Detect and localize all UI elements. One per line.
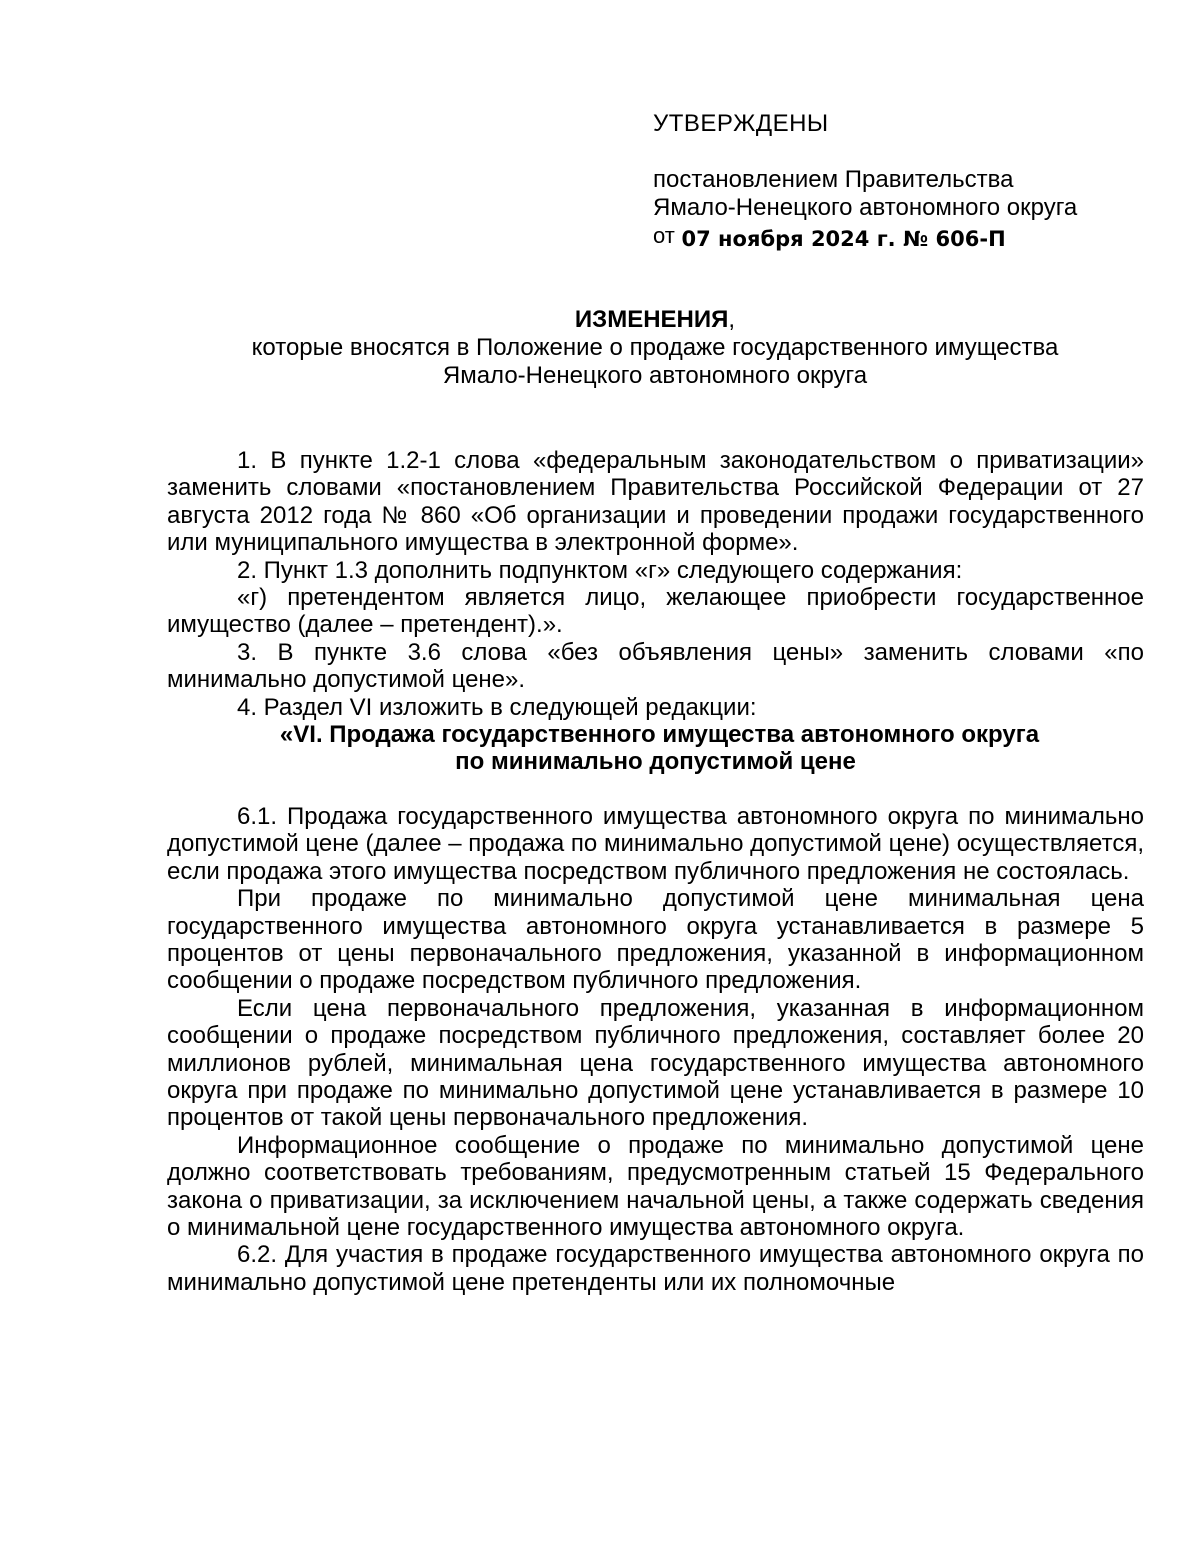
paragraph-3: «г) претендентом является лицо, желающее приобрести государственное имущество (далее – претендент).». [167, 584, 1144, 639]
paragraph-4: 3. В пункте 3.6 слова «без объявления цены» заменить словами «по минимально допустимой цене». [167, 638, 1144, 694]
approval-stamp: УТВЕРЖДЕНЫ [653, 110, 829, 137]
paragraph-7: При продаже по минимально допустимой цене минимальная цена государственного имущества автономного округа устанавливается в размере 5 процентов от цены первоначального предложения, указанной в информационном сообщении о продаже посредством публичного предложения. [167, 885, 1144, 995]
approval-date-prefix: от [653, 223, 675, 248]
document-title [0, 306, 1200, 390]
paragraph-9: Информационное сообщение о продаже по минимально допустимой цене должно соответствовать требованиям, предусмотренным статьей 15 Федерального закона о приватизации, за исключением начальной цены, а также содержать сведения о минимальной цене государственного имущества автономного округа. [167, 1131, 1144, 1241]
paragraph-6-1: 6.1. Продажа государственного имущества автономного округа по минимально допустимой цене (далее – продажа по минимально допустимой цене) осуществляется, если продажа этого имущества посредством публичного предложения не состоялась. [167, 802, 1144, 885]
title-main: ИЗМЕНЕНИЯ [574, 306, 729, 333]
paragraph-2: 2. Пункт 1.3 дополнить подпунктом «г» следующего содержания: [237, 556, 963, 584]
approval-line-2: Ямало-Ненецкого автономного округа [653, 194, 1078, 221]
paragraph-8: Если цена первоначального предложения, указанная в информационном сообщении о продаже посредством публичного предложения, составляет более 20 миллионов рублей, минимальная цена государственного имущества автономного округа при продаже по минимально допустимой цене устанавливается в размере 10 процентов от такой цены первоначального предложения. [167, 994, 1144, 1132]
title-main-line [0, 306, 1200, 334]
section-heading-line-2: по минимально допустимой цене [455, 748, 856, 776]
section-gap [167, 776, 1144, 803]
title-line-1: которые вносятся в Положение о продаже государственного имущества [251, 334, 1059, 361]
title-line-2: Ямало-Ненецкого автономного округа [442, 362, 868, 389]
approval-block [653, 110, 1173, 253]
title-comma: , [728, 306, 736, 333]
document-body [167, 447, 1144, 1296]
section-heading-line-1: «VI. Продажа государственного имущества автономного округа [279, 721, 1040, 749]
paragraph-1: 1. В пункте 1.2-1 слова «федеральным законодательством о приватизации» заменить словами «постановлением Правительства Российской Федерации от 27 августа 2012 года № 860 «Об организации и проведении продажи государственного или муниципального имущества в электронной форме». [167, 447, 1144, 557]
paragraph-6-2: 6.2. Для участия в продаже государственного имущества автономного округа по минимально допустимой цене претенденты или их полномочные [167, 1241, 1144, 1296]
approval-date: 07 ноября 2024 г. № 606-П [681, 227, 1006, 251]
paragraph-5: 4. Раздел VI изложить в следующей редакции: [237, 693, 757, 721]
approval-line-1: постановлением Правительства [653, 166, 1014, 193]
approval-date-line [653, 222, 1173, 253]
